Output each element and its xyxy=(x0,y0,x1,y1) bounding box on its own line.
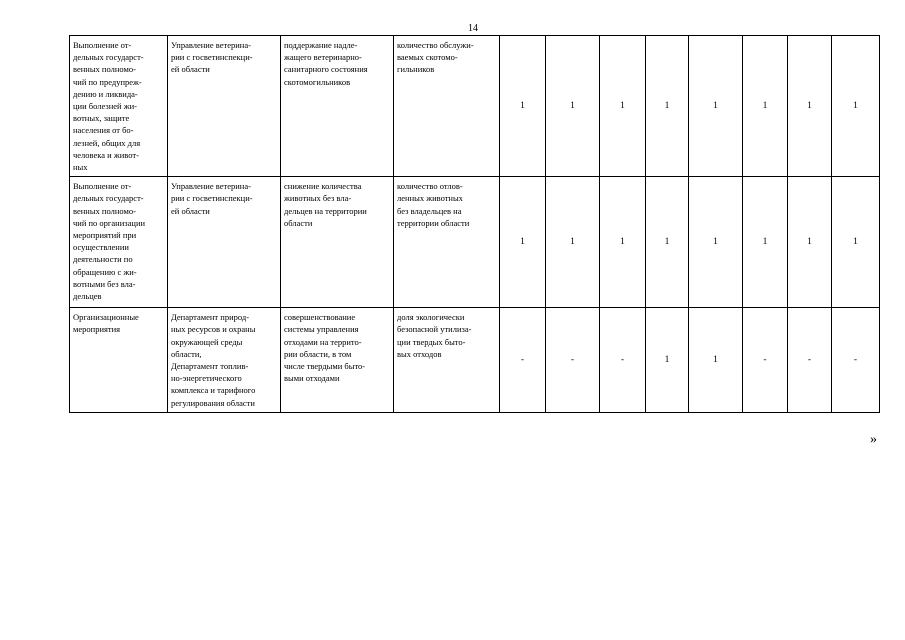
table-row xyxy=(70,177,880,308)
value-cell: 1 xyxy=(546,177,600,308)
executor-cell: Департамент природ- ных ресурсов и охраны окружающей среды области, Департамент топлив- но-энергетического комплекса и тарифного регулирования области xyxy=(168,308,281,413)
value-cell: - xyxy=(546,308,600,413)
value-cell: - xyxy=(743,308,788,413)
value-cell: 1 xyxy=(689,36,743,177)
executor-cell: Управление ветерина- рии с госветинспекци- ей области xyxy=(168,36,281,177)
indicator-cell: количество отлов- ленных животных без владельцев на территории области xyxy=(394,177,500,308)
value-cell: 1 xyxy=(689,177,743,308)
value-cell: - xyxy=(788,308,832,413)
measure-name-cell: Выполнение от- дельных государст- венных полномо- чий по организации мероприятий при осуществлении деятельности по обращению с жи- вотными без вла- дельцев xyxy=(70,177,168,308)
value-cell: 1 xyxy=(646,308,689,413)
page-number: 14 xyxy=(468,23,478,34)
value-cell: 1 xyxy=(600,177,646,308)
value-cell: 1 xyxy=(832,177,880,308)
value-cell: 1 xyxy=(689,308,743,413)
value-cell: 1 xyxy=(646,177,689,308)
goal-cell: совершенствование системы управления отходами на террито- рии области, в том числе твердыми быто- выми отходами xyxy=(281,308,394,413)
closing-quote-mark: » xyxy=(870,432,877,447)
value-cell: 1 xyxy=(743,36,788,177)
value-cell: - xyxy=(832,308,880,413)
value-cell: 1 xyxy=(743,177,788,308)
value-cell: - xyxy=(600,308,646,413)
value-cell: 1 xyxy=(600,36,646,177)
value-cell: 1 xyxy=(646,36,689,177)
value-cell: - xyxy=(500,308,546,413)
value-cell: 1 xyxy=(788,177,832,308)
executor-cell: Управление ветерина- рии с госветинспекци- ей области xyxy=(168,177,281,308)
value-cell: 1 xyxy=(500,177,546,308)
goal-cell: снижение количества животных без вла- дельцев на территории области xyxy=(281,177,394,308)
table-row xyxy=(70,308,880,413)
measure-name-cell: Выполнение от- дельных государст- венных полномо- чий по предупреж- дению и ликвида- ции болезней жи- вотных, защите населения от бо- лезней, общих для человека и живот- ных xyxy=(70,36,168,177)
table-row xyxy=(70,36,880,177)
program-measures-table xyxy=(69,35,880,413)
goal-cell: поддержание надле- жащего ветеринарно- санитарного состояния скотомогильников xyxy=(281,36,394,177)
value-cell: 1 xyxy=(788,36,832,177)
value-cell: 1 xyxy=(832,36,880,177)
indicator-cell: количество обслужи- ваемых скотомо- гильников xyxy=(394,36,500,177)
measure-name-cell: Организационные мероприятия xyxy=(70,308,168,413)
value-cell: 1 xyxy=(500,36,546,177)
indicator-cell: доля экологически безопасной утилиза- ции твердых быто- вых отходов xyxy=(394,308,500,413)
value-cell: 1 xyxy=(546,36,600,177)
